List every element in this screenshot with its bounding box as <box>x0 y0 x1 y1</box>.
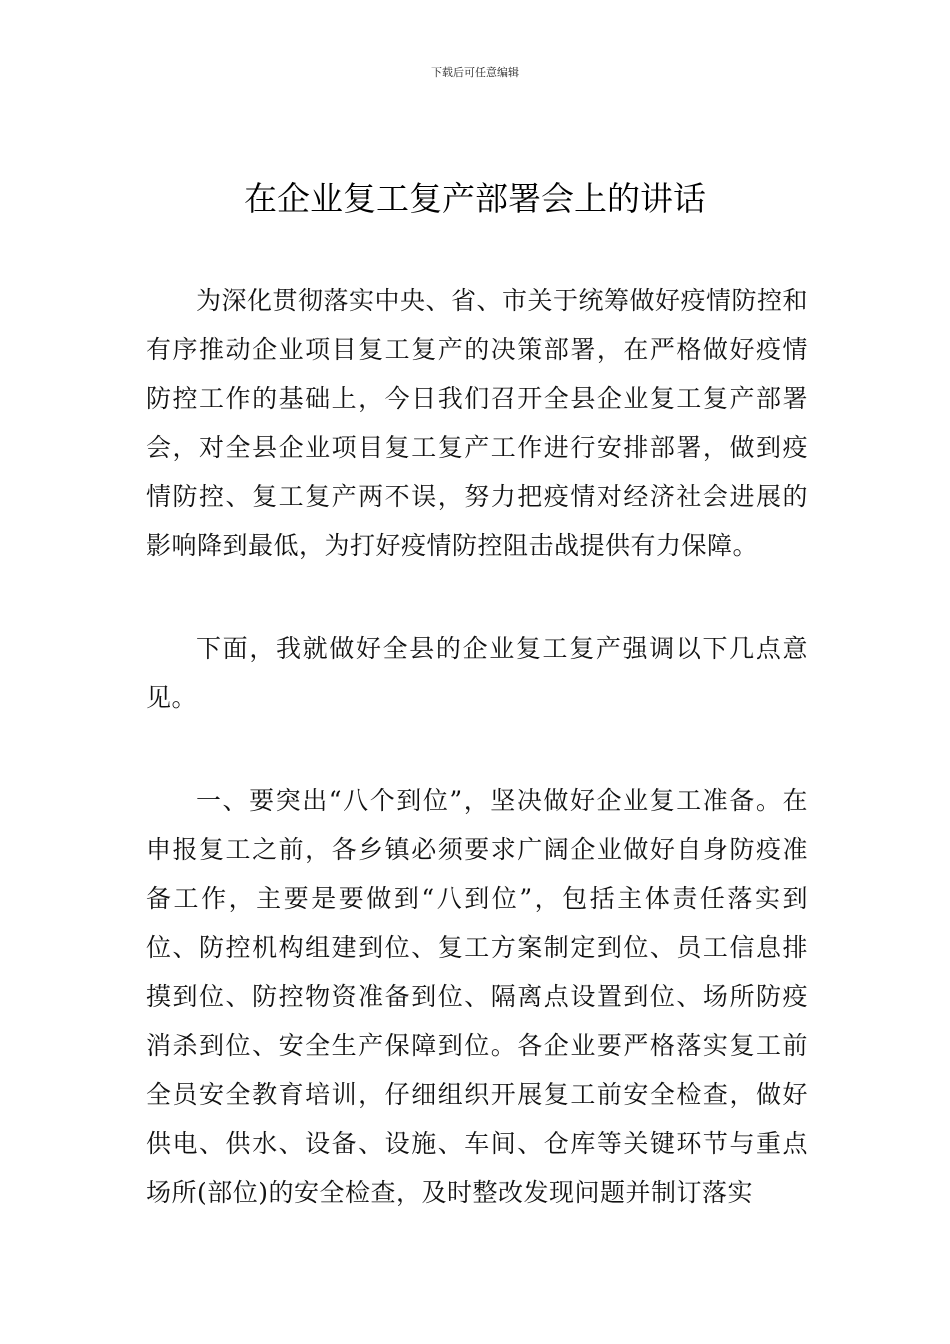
document-body <box>146 276 808 1217</box>
paragraph-section-one: 一、要突出“八个到位”，坚决做好企业复工准备。在申报复工之前，各乡镇必须要求广阔企业做好自身防疫准备工作，主要是要做到“八到位”，包括主体责任落实到位、防控机构组建到位、复工方案制定到位、员工信息排摸到位、防控物资准备到位、隔离点设置到位、场所防疫消杀到位、安全生产保障到位。各企业要严格落实复工前全员安全教育培训，仔细组织开展复工前安全检查，做好供电、供水、设备、设施、车间、仓库等关键环节与重点场所(部位)的安全检查，及时整改发现问题并制订落实 <box>146 786 808 1207</box>
paragraph-opinions: 下面，我就做好全县的企业复工复产强调以下几点意见。 <box>146 634 808 712</box>
paragraph-intro: 为深化贯彻落实中央、省、市关于统筹做好疫情防控和有序推动企业项目复工复产的决策部署，在严格做好疫情防控工作的基础上，今日我们召开全县企业复工复产部署会，对全县企业项目复工复产工作进行安排部署，做到疫情防控、复工复产两不误，努力把疫情对经济社会进展的影响降到最低，为打好疫情防控阻击战提供有力保障。 <box>146 286 809 560</box>
document-title: 在企业复工复产部署会上的讲话 <box>244 179 706 218</box>
header-note: 下载后可任意编辑 <box>431 66 519 79</box>
